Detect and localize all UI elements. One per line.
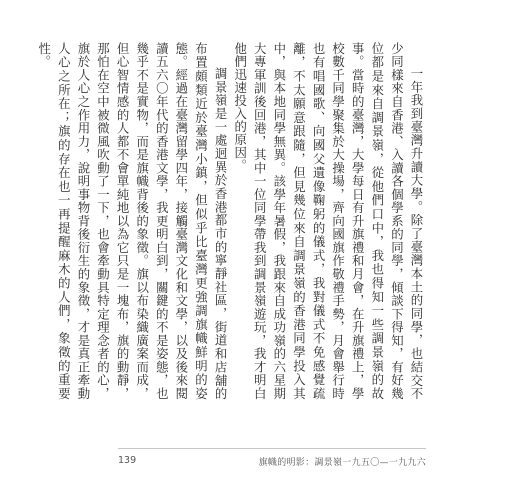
- running-head: 旗幟的明影：調景嶺一九五〇—一九九六: [258, 458, 426, 468]
- body-text: [36, 42, 426, 400]
- paragraph-1: 一年我到臺灣升讀大學。除了臺灣本土的同學，也結交不少同樣來自香港、入讀各個學系的同學，傾談下得知，有好幾位都是來自調景嶺，從他們口中，我也得知一些調景嶺的故事。當時的臺灣，大學每日有升旗禮和月會，在升旗禮上，學校數千同學聚集於大操場，齊向國旗作敬禮手勢，月會舉行時也有唱國歌、向國父遺像鞠躬的儀式，我對儀式不免感覺疏離，不太願意跟隨，但見幾位來自調景嶺的香港同學投入其中，與本地同學無異。該學年暑假，我跟來自成功嶺的六星期大專軍訓後回港，其中一位同學帶我到調景嶺遊玩，我才明白他們迅速投入的原因。: [232, 42, 424, 400]
- footer-divider: [118, 448, 426, 449]
- page-number: 139: [118, 455, 137, 466]
- paragraph-2: 調景嶺是一處迥異於香港都市的寧靜社區，街道和店舖的布置頗類近於臺灣小鎮，但似乎比臺灣更強調旗幟鮮明的姿態。經過在臺灣留學四年，接觸臺灣文化和文學，以及後來閱讀五六〇年代的香港文學，我更明白到，關鍵的不是姿態，也幾乎不是實物，而是旗幟背後的象徵。旗以布染織廣案而成，但心智情感的人都不會單純地以為它只是一塊布，旗的動靜，那怕在空中被微風吹動了一下，也會牽動具特定理念者的心，旗於人心之作用力，說明事物背後衍生的象徵，才是真正牽動人心之所在；旗的存在也一再提醒麻木的人們，象徵的重要性。: [36, 42, 229, 400]
